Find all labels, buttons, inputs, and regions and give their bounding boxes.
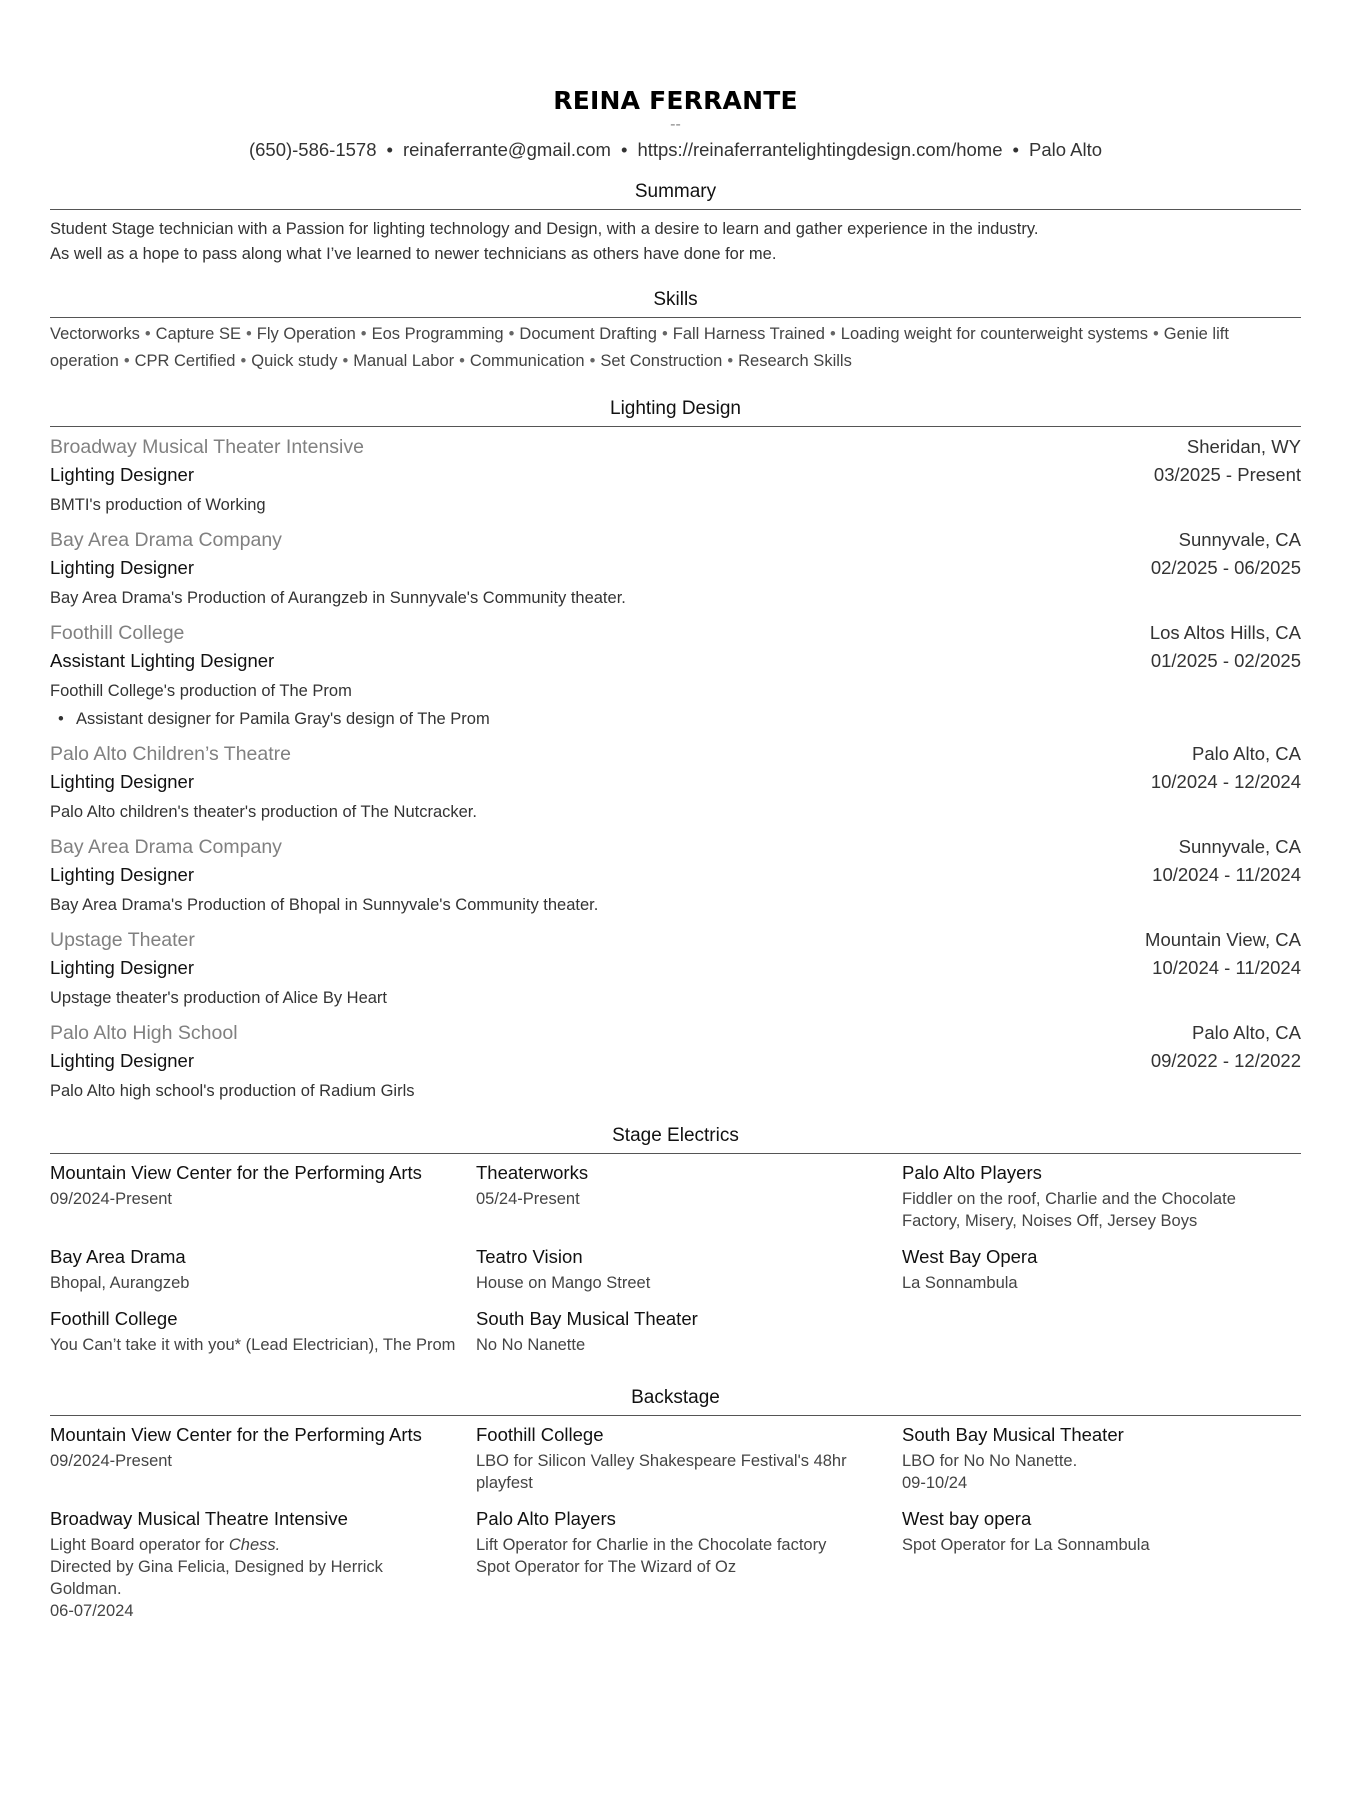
job-header-row — [50, 1019, 1301, 1047]
backstage-section — [50, 1386, 1301, 1636]
section-title: Skills — [50, 288, 1301, 318]
backstage-entry — [476, 1508, 902, 1622]
section-title: Backstage — [50, 1386, 1301, 1416]
job-location: Palo Alto, CA — [1191, 743, 1301, 764]
electrics-entry — [476, 1162, 902, 1232]
section-title: Summary — [50, 180, 1301, 210]
job-role: Assistant Lighting Designer — [50, 650, 275, 671]
job-dates: 10/2024 - 11/2024 — [1152, 864, 1301, 885]
entry-detail: House on Mango Street — [476, 1274, 651, 1292]
entry-detail: You Can’t take it with you* (Lead Electrician), The Prom — [50, 1336, 456, 1354]
entry-detail — [902, 1534, 1281, 1556]
skills-list — [50, 321, 1301, 375]
job-entry — [50, 1019, 1301, 1102]
skill-separator: • — [459, 352, 465, 370]
summary-text — [50, 217, 1301, 266]
job-dates: 09/2022 - 12/2022 — [1150, 1050, 1301, 1071]
entry-detail-line: 06-07/2024 — [50, 1602, 134, 1620]
job-role-row — [50, 647, 1301, 674]
skill-item: Set Construction — [600, 352, 723, 370]
website: https://reinaferrantelightingdesign.com/home — [637, 139, 1003, 160]
entry-title: Mountain View Center for the Performing Arts — [50, 1424, 422, 1445]
location: Palo Alto — [1029, 139, 1103, 160]
electrics-entry — [476, 1308, 902, 1356]
detail-text: Light Board operator for — [50, 1536, 229, 1554]
entry-detail-line — [50, 1534, 456, 1556]
job-organization: Palo Alto Children’s Theatre — [50, 743, 292, 765]
skill-separator: • — [240, 352, 247, 370]
backstage-entry — [50, 1508, 476, 1622]
entry-detail-line: 09/2024-Present — [50, 1452, 173, 1470]
entry-detail — [50, 1534, 456, 1622]
job-location: Sunnyvale, CA — [1178, 836, 1301, 857]
job-description: Palo Alto high school's production of Radium Girls — [50, 1082, 415, 1100]
job-role: Lighting Designer — [50, 957, 194, 978]
entry-title: Foothill College — [50, 1308, 178, 1329]
entry-detail-line: 09-10/24 — [902, 1474, 968, 1492]
contact-separator: • — [386, 139, 393, 160]
job-organization: Palo Alto High School — [50, 1022, 238, 1044]
entry-title: Theaterworks — [476, 1162, 589, 1183]
electrics-entry — [902, 1162, 1301, 1232]
electrics-entry — [50, 1246, 476, 1294]
entry-detail: Bhopal, Aurangzeb — [50, 1274, 190, 1292]
skill-separator: • — [727, 352, 734, 370]
skill-separator: • — [508, 325, 515, 343]
skill-separator: • — [245, 325, 252, 343]
entry-detail-line: Spot Operator for The Wizard of Oz — [476, 1558, 737, 1576]
contact-line — [50, 138, 1301, 162]
electrics-entry — [902, 1246, 1301, 1294]
job-location: Palo Alto, CA — [1191, 1022, 1301, 1043]
skill-separator: • — [1153, 325, 1159, 343]
job-dates: 10/2024 - 12/2024 — [1150, 771, 1301, 792]
job-location: Sunnyvale, CA — [1178, 529, 1301, 550]
job-header-row — [50, 926, 1301, 954]
candidate-name: REINA FERRANTE — [553, 86, 798, 115]
skill-item: Document Drafting — [519, 325, 657, 343]
job-entry — [50, 619, 1301, 730]
skill-item: Fall Harness Trained — [672, 325, 825, 343]
job-role-row — [50, 768, 1301, 795]
job-dates: 10/2024 - 11/2024 — [1152, 957, 1301, 978]
job-organization: Upstage Theater — [50, 929, 195, 951]
backstage-grid — [50, 1424, 1301, 1636]
job-entry — [50, 526, 1301, 609]
skill-item: Genie lift operation — [50, 325, 1229, 370]
skill-item: Quick study — [251, 352, 338, 370]
job-location: Mountain View, CA — [1145, 929, 1301, 950]
summary-line: Student Stage technician with a Passion for lighting technology and Design, with a desire to learn and gather experience in the industry. — [50, 220, 1039, 238]
job-role-row — [50, 861, 1301, 888]
skill-separator: • — [661, 325, 668, 343]
skill-item: Capture SE — [155, 325, 241, 343]
entry-detail: Fiddler on the roof, Charlie and the Chocolate Factory, Misery, Noises Off, Jersey Boys — [902, 1190, 1236, 1230]
skill-item: Loading weight for counterweight systems — [840, 325, 1149, 343]
entry-detail: La Sonnambula — [902, 1274, 1018, 1292]
entry-detail — [50, 1450, 456, 1472]
job-role: Lighting Designer — [50, 464, 194, 485]
job-role-row — [50, 461, 1301, 488]
job-header-row — [50, 619, 1301, 647]
electrics-entry — [50, 1308, 476, 1356]
job-dates: 02/2025 - 06/2025 — [1150, 557, 1301, 578]
electrics-entry — [476, 1246, 902, 1294]
backstage-entry — [476, 1424, 902, 1494]
skill-separator: • — [829, 325, 836, 343]
skill-item: Research Skills — [738, 352, 852, 370]
job-header-row — [50, 740, 1301, 768]
job-header-row — [50, 433, 1301, 461]
job-header-row — [50, 833, 1301, 861]
job-entry — [50, 833, 1301, 916]
entry-detail — [476, 1450, 882, 1494]
skill-separator: • — [144, 325, 151, 343]
job-organization: Foothill College — [50, 622, 185, 644]
entry-detail — [476, 1534, 882, 1578]
summary-line: As well as a hope to pass along what I’ve learned to newer technicians as others have done for me. — [50, 244, 777, 263]
summary-section — [50, 180, 1301, 266]
job-role-row — [50, 554, 1301, 581]
backstage-entry — [50, 1424, 476, 1494]
entry-title: Mountain View Center for the Performing Arts — [50, 1162, 422, 1183]
entry-title: Bay Area Drama — [50, 1246, 186, 1267]
stage-electrics-section — [50, 1124, 1301, 1370]
email: reinaferrante@gmail.com — [402, 139, 611, 160]
job-role: Lighting Designer — [50, 864, 194, 885]
section-title: Lighting Design — [50, 397, 1301, 427]
skill-separator: • — [123, 352, 130, 370]
skill-separator: • — [342, 352, 349, 370]
job-role: Lighting Designer — [50, 557, 194, 578]
job-location: Sheridan, WY — [1186, 436, 1301, 457]
job-header-row — [50, 526, 1301, 554]
section-title: Stage Electrics — [50, 1124, 1301, 1154]
entry-title: Palo Alto Players — [902, 1162, 1042, 1183]
entry-title: Palo Alto Players — [476, 1508, 616, 1529]
job-entry — [50, 433, 1301, 516]
skills-section — [50, 288, 1301, 375]
name-divider: -- — [670, 116, 681, 133]
backstage-entry — [902, 1424, 1301, 1494]
job-role: Lighting Designer — [50, 771, 194, 792]
entry-detail-line: Spot Operator for La Sonnambula — [902, 1536, 1150, 1554]
entry-title: Teatro Vision — [476, 1246, 583, 1267]
entry-title: West bay opera — [902, 1508, 1032, 1529]
job-location: Los Altos Hills, CA — [1149, 622, 1301, 643]
show-title-italic: Chess. — [228, 1536, 281, 1554]
electrics-entry — [50, 1162, 476, 1232]
job-description: Upstage theater's production of Alice By Heart — [50, 989, 388, 1007]
entry-detail-line: LBO for Silicon Valley Shakespeare Festival's 48hr playfest — [476, 1452, 847, 1492]
job-role-row — [50, 1047, 1301, 1074]
contact-separator: • — [620, 139, 628, 160]
skill-item: Manual Labor — [353, 352, 455, 370]
job-role-row — [50, 954, 1301, 981]
entry-detail-line: Directed by Gina Felicia, Designed by Herrick Goldman. — [50, 1558, 383, 1598]
job-entry — [50, 926, 1301, 1009]
job-description: Foothill College's production of The Prom — [50, 682, 352, 700]
job-entry — [50, 740, 1301, 823]
entry-title: South Bay Musical Theater — [476, 1308, 698, 1329]
entry-title: South Bay Musical Theater — [902, 1424, 1124, 1445]
job-organization: Bay Area Drama Company — [50, 529, 282, 551]
entry-detail — [902, 1450, 1281, 1494]
skill-item: CPR Certified — [134, 352, 236, 370]
skill-item: Fly Operation — [256, 325, 356, 343]
entry-title: Broadway Musical Theatre Intensive — [50, 1508, 348, 1529]
job-role: Lighting Designer — [50, 1050, 194, 1071]
job-description: Palo Alto children's theater's production of The Nutcracker. — [50, 803, 477, 821]
job-description: BMTI's production of Working — [50, 496, 266, 514]
skill-item: Eos Programming — [371, 325, 504, 343]
job-list — [50, 433, 1301, 1102]
entry-detail-line: Lift Operator for Charlie in the Chocolate factory — [476, 1536, 827, 1554]
backstage-entry — [902, 1508, 1301, 1622]
phone: (650)-586-1578 — [248, 139, 377, 160]
entry-detail: 05/24-Present — [476, 1190, 580, 1208]
job-bullet: • Assistant designer for Pamila Gray's design of The Prom — [50, 708, 1301, 730]
job-dates: 01/2025 - 02/2025 — [1150, 650, 1301, 671]
electrics-grid — [50, 1162, 1301, 1370]
skill-item: Vectorworks — [50, 325, 140, 343]
resume-header — [50, 0, 1301, 162]
job-description: Bay Area Drama's Production of Bhopal in Sunnyvale's Community theater. — [50, 896, 599, 914]
job-organization: Broadway Musical Theater Intensive — [50, 436, 364, 458]
contact-separator: • — [1012, 139, 1019, 160]
entry-title: West Bay Opera — [902, 1246, 1038, 1267]
entry-detail: No No Nanette — [476, 1336, 586, 1354]
job-organization: Bay Area Drama Company — [50, 836, 282, 858]
entry-detail: 09/2024-Present — [50, 1190, 173, 1208]
lighting-design-section — [50, 397, 1301, 1102]
skill-separator: • — [589, 352, 596, 370]
job-dates: 03/2025 - Present — [1153, 464, 1301, 485]
job-description: Bay Area Drama's Production of Aurangzeb in Sunnyvale's Community theater. — [50, 589, 626, 607]
entry-title: Foothill College — [476, 1424, 604, 1445]
entry-detail-line: LBO for No No Nanette. — [902, 1452, 1078, 1470]
skill-separator: • — [360, 325, 367, 343]
skill-item: Communication — [469, 352, 585, 370]
